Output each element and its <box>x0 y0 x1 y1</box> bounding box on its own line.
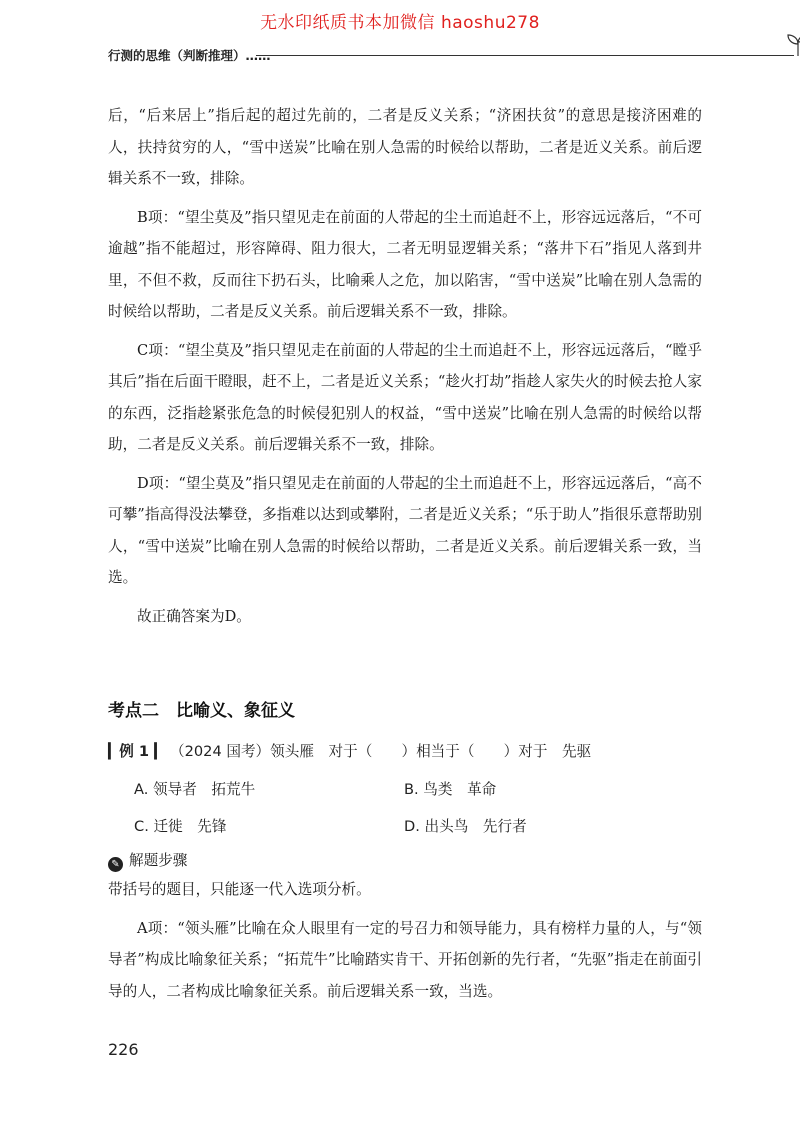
solution-steps-icon: ✎ <box>108 857 123 872</box>
paragraph: A项：“领头雁”比喻在众人眼里有一定的号召力和领导能力，具有榜样力量的人，与“领导者”构成比喻象征关系；“拓荒牛”比喻踏实肯干、开拓创新的先行者，“先驱”指走在前面引导的人，二者构成比喻象征关系。前后逻辑关系一致，当选。 <box>108 919 702 1000</box>
header-rule <box>256 55 794 56</box>
question-text: （2024 国考）领头雁 对于（ ）相当于（ ）对于 先驱 <box>170 743 592 760</box>
paragraph: B项：“望尘莫及”指只望见走在前面的人带起的尘土而追赶不上，形容远远落后，“不可逾越”指不能超过，形容障碍、阻力很大，二者无明显逻辑关系；“落井下石”指见人落到井里，不但不救，反而往下扔石头，比喻乘人之危，加以陷害，“雪中送炭”比喻在别人急需的时候给以帮助，二者是反义关系。前后逻辑关系不一致，排除。 <box>108 208 702 320</box>
header-title: 行测的思维（判断推理）…… <box>108 48 271 63</box>
question-stem <box>108 740 702 764</box>
example-question <box>108 740 702 874</box>
options <box>108 774 702 874</box>
paragraph: D项：“望尘莫及”指只望见走在前面的人带起的尘土而追赶不上，形容远远落后，“高不可攀”指高得没法攀登，多指难以达到或攀附，二者是近义关系；“乐于助人”指很乐意帮助别人，“雪中送炭”比喻在别人急需的时候给以帮助，二者是近义关系。前后逻辑关系一致，当选。 <box>108 474 702 586</box>
option-b: B. 鸟类 革命 <box>404 781 497 798</box>
option-d: D. 出头鸟 先行者 <box>404 818 527 835</box>
watermark-text: 无水印纸质书本加微信 haoshu278 <box>260 13 540 33</box>
analysis-continued <box>108 100 702 632</box>
answer-line: 故正确答案为D。 <box>137 607 251 625</box>
paragraph: 后，“后来居上”指后起的超过先前的，二者是反义关系；“济困扶贫”的意思是接济困难的人，扶持贫穷的人，“雪中送炭”比喻在别人急需的时候给以帮助，二者是近义关系。前后逻辑关系不一致，排除。 <box>108 107 702 187</box>
sprout-icon <box>784 32 800 58</box>
example-label: ▎例 1 ▎ <box>108 743 166 760</box>
running-header <box>108 32 708 66</box>
page-number: 226 <box>108 1040 139 1059</box>
option-c: C. 迁徙 先锋 <box>134 818 227 835</box>
solution-analysis <box>108 874 702 1007</box>
steps-title: 解题步骤 <box>129 852 188 869</box>
paragraph: 带括号的题目，只能逐一代入选项分析。 <box>108 881 371 898</box>
solution-steps-heading <box>108 849 187 872</box>
section-heading: 考点二 比喻义、象征义 <box>108 701 295 721</box>
option-a: A. 领导者 拓荒牛 <box>134 781 256 798</box>
paragraph: C项：“望尘莫及”指只望见走在前面的人带起的尘土而追赶不上，形容远远落后，“瞠乎其后”指在后面干瞪眼，赶不上，二者是近义关系；“趁火打劫”指趁人家失火的时候去抢人家的东西，泛指趁紧张危急的时候侵犯别人的权益，“雪中送炭”比喻在别人急需的时候给以帮助，二者是反义关系。前后逻辑关系不一致，排除。 <box>108 341 702 453</box>
